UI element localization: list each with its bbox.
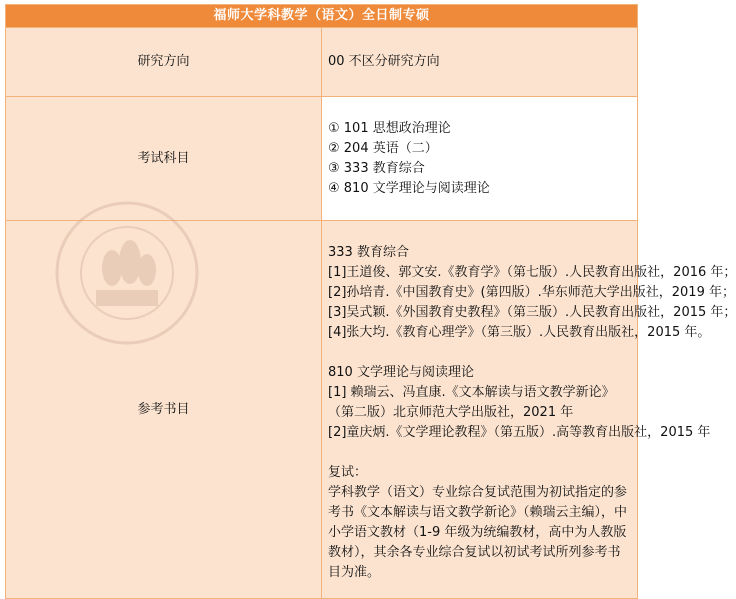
subject-item: ④ 810 文学理论与阅读理论 bbox=[328, 180, 490, 196]
table-row bbox=[6, 97, 638, 221]
subject-item: ③ 333 教育综合 bbox=[328, 160, 425, 176]
info-table bbox=[5, 4, 736, 599]
retest-text: 学科教学（语文）专业综合复试范围为初试指定的参考书《文本解读与语文教学新论》（赖瑞云主编），中小学语文教材（1-9 年级为统编教材，高中为人教版教材），其余各专业综合复试以初试考试所列参考书目为准。 bbox=[328, 485, 628, 580]
direction-value: 00 不区分研究方向 bbox=[322, 28, 638, 97]
section-title: 810 文学理论与阅读理论 bbox=[328, 365, 474, 380]
book-item: [1]王道俊、郭文安.《教育学》（第七版）.人民教育出版社，2016 年； bbox=[328, 265, 736, 280]
subjects-list bbox=[322, 97, 638, 221]
books-label: 参考书目 bbox=[6, 221, 322, 599]
book-item: [3]吴式颖.《外国教育史教程》（第三版）.人民教育出版社，2015 年； bbox=[328, 305, 736, 320]
book-item: [1] 赖瑞云、冯直康.《文本解读与语文教学新论》（第二版）北京师范大学出版社，2021 年 bbox=[328, 385, 615, 420]
subject-item: ① 101 思想政治理论 bbox=[328, 120, 451, 136]
subjects-label: 考试科目 bbox=[6, 97, 322, 221]
book-item: [2]孙培青.《中国教育史》(第四版）.华东师范大学出版社，2019 年； bbox=[328, 285, 735, 300]
direction-label: 研究方向 bbox=[6, 28, 322, 97]
book-item: [2]童庆炳.《文学理论教程》（第五版）.高等教育出版社，2015 年 bbox=[328, 425, 711, 440]
table-row bbox=[6, 28, 638, 97]
book-item: [4]张大均.《教育心理学》（第三版）.人民教育出版社，2015 年。 bbox=[328, 325, 711, 340]
table-row bbox=[6, 221, 638, 599]
subject-item: ② 204 英语（二） bbox=[328, 140, 438, 156]
table-title: 福师大学科教学（语文）全日制专硕 bbox=[6, 5, 638, 28]
books-content bbox=[322, 221, 736, 599]
retest-title: 复试： bbox=[328, 465, 368, 480]
section-title: 333 教育综合 bbox=[328, 245, 409, 260]
